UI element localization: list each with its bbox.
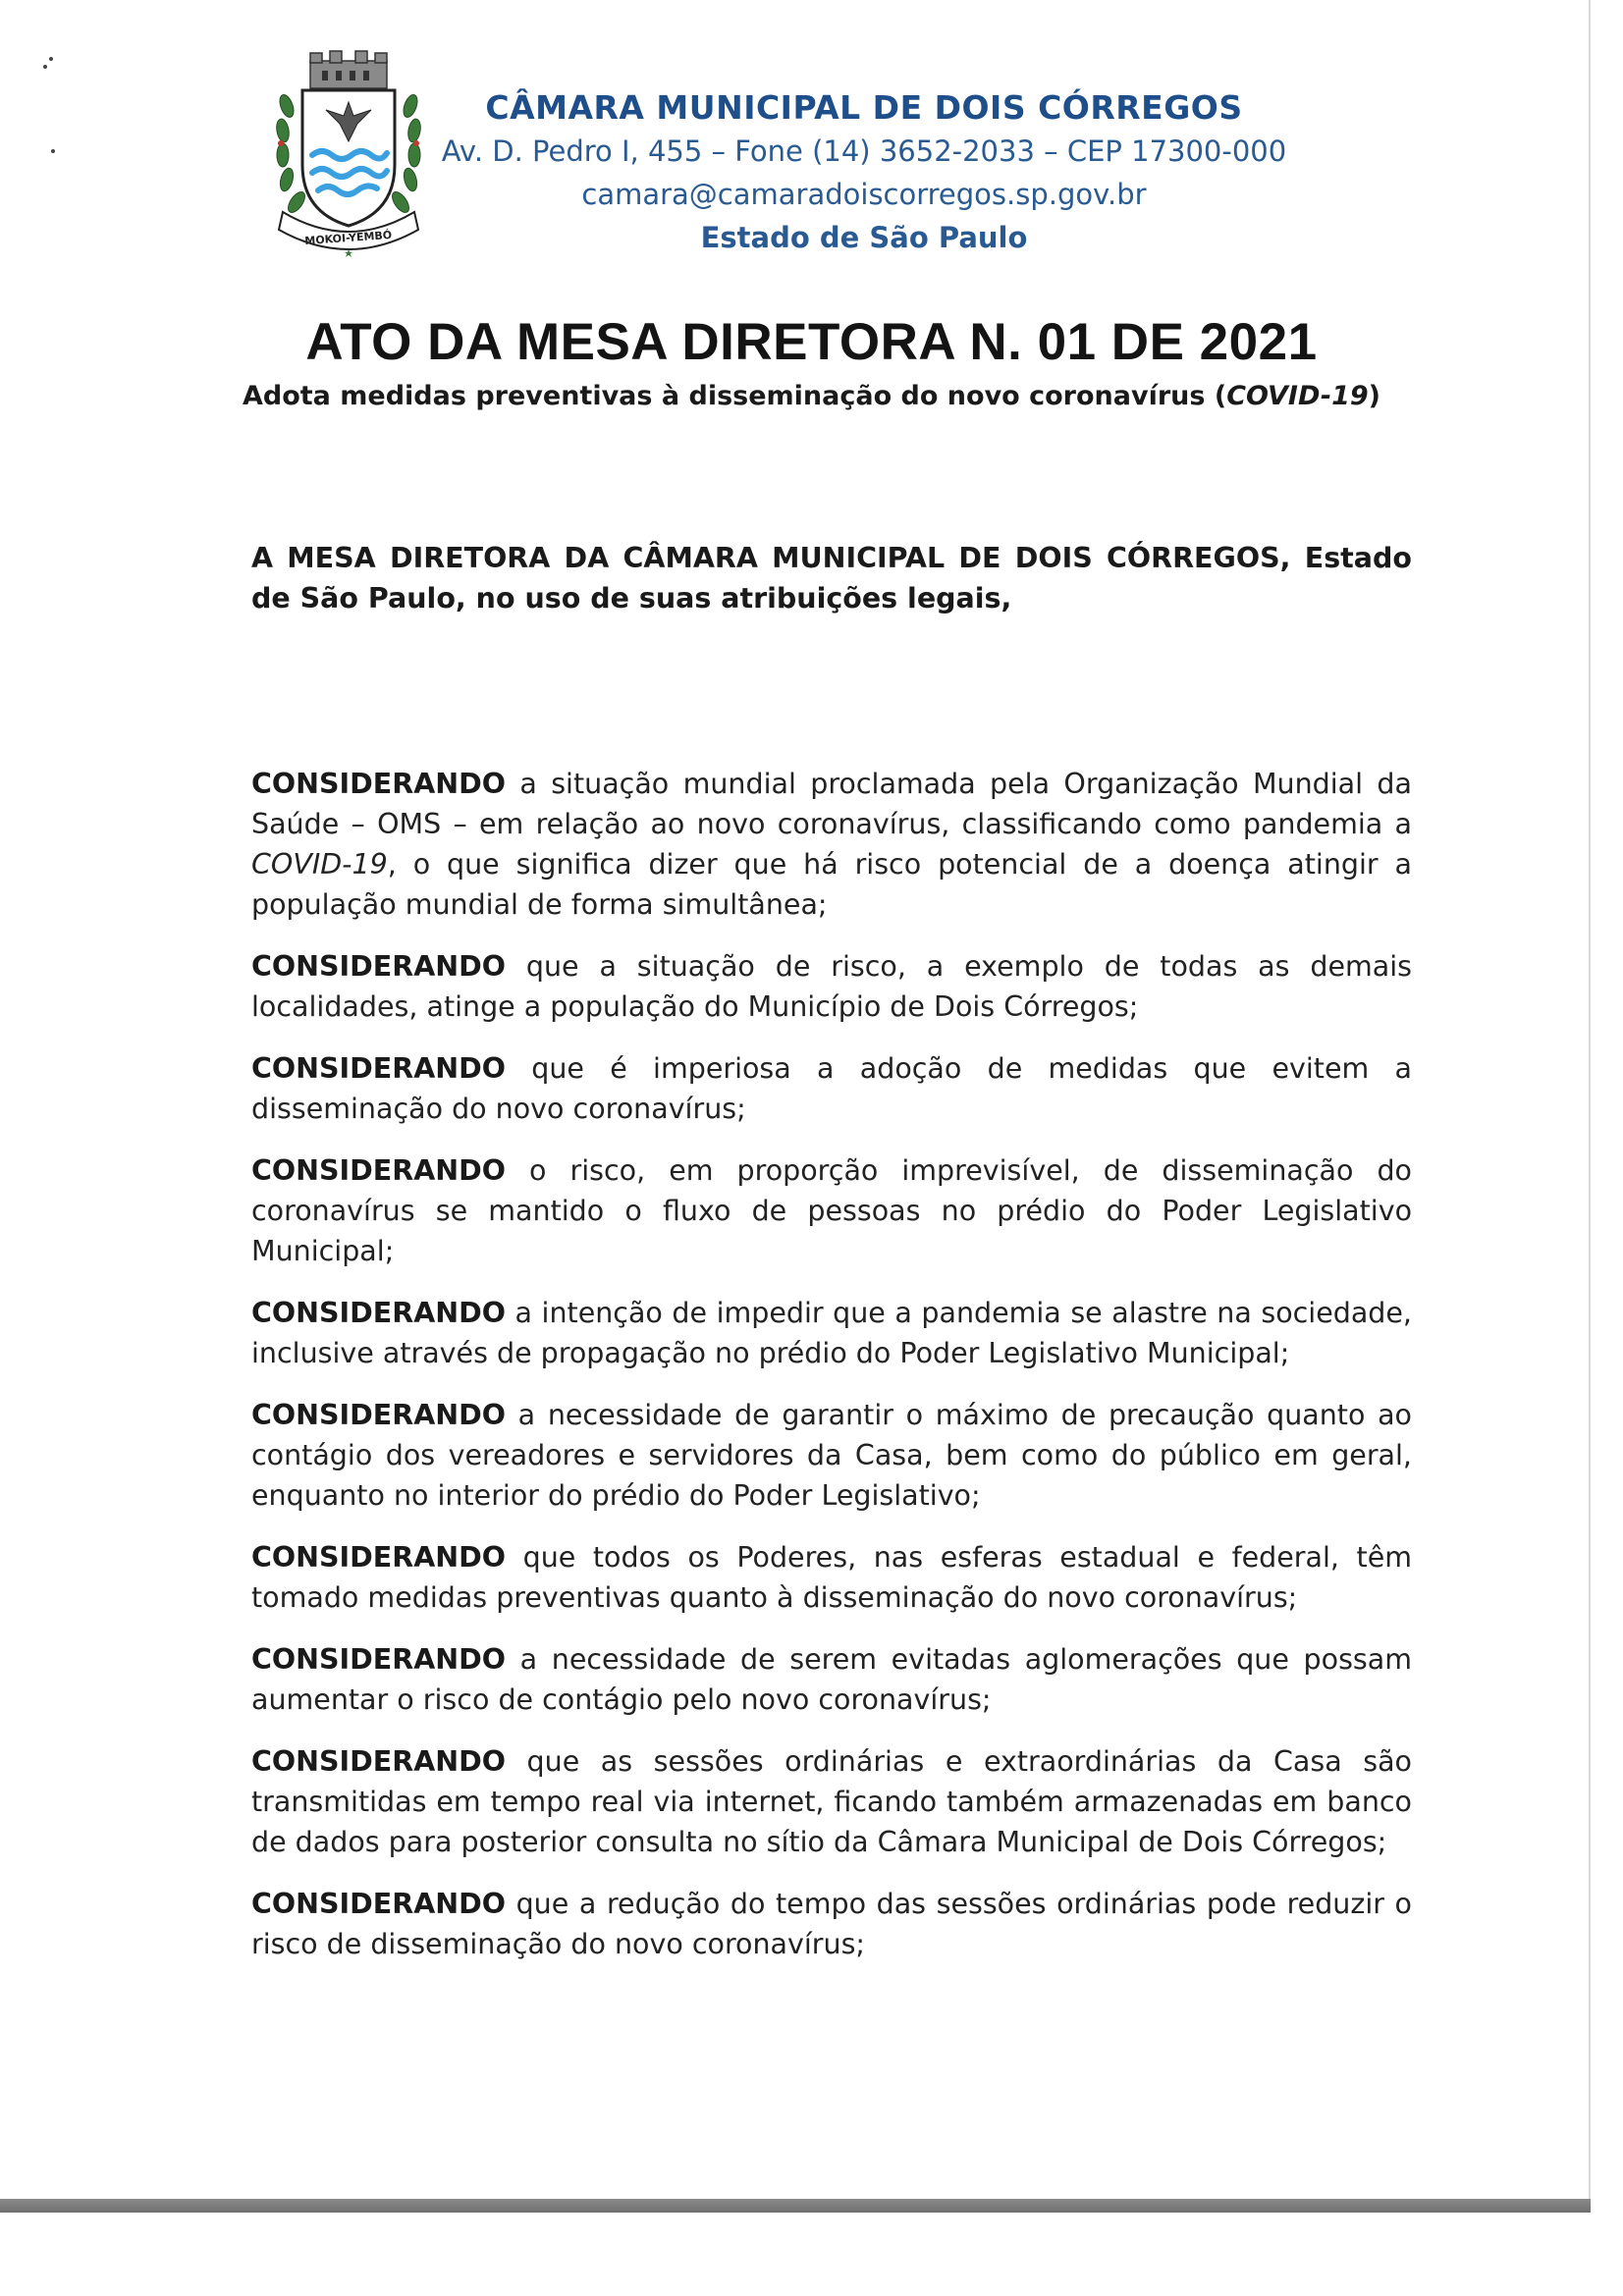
considerando-text-continued: , o que significa dizer que há risco potencial de a doença atingir a população mundial de forma simultânea; [251,848,1412,921]
considerando-keyword: CONSIDERANDO [251,950,506,983]
considerando-paragraph [251,1537,1412,1618]
institution-email: camara@camaradoiscorregos.sp.gov.br [581,178,1147,211]
letterhead [422,86,1306,259]
considerando-keyword: CONSIDERANDO [251,1399,506,1431]
scan-speck [51,149,55,153]
considerando-text: a necessidade de serem evitadas aglomerações que possam aumentar o risco de contágio pelo novo coronavírus; [251,1643,1412,1716]
institution-address: Av. D. Pedro I, 455 – Fone (14) 3652-2033 – CEP 17300-000 [441,134,1287,168]
considerando-paragraph [251,1395,1412,1516]
considerando-keyword: CONSIDERANDO [251,1745,506,1778]
coat-of-arms-logo [275,47,422,263]
institution-state: Estado de São Paulo [700,221,1028,254]
considerando-text: a situação mundial proclamada pela Organização Mundial da Saúde – OMS – em relação ao novo coronavírus, classificando como pandemia a [251,768,1412,840]
coat-of-arms-icon [275,47,422,263]
crest-motto: MOKOI-YEMBÓ [303,228,393,248]
considerando-text: que as sessões ordinárias e extraordinárias da Casa são transmitidas em tempo real via internet, ficando também armazenadas em banco de dados para posterior consulta no sítio da Câmara Municipal de Dois Córregos; [251,1745,1412,1858]
considerando-text: o risco, em proporção imprevisível, de disseminação do coronavírus se mantido o fluxo de pessoas no prédio do Poder Legislativo Municipal; [251,1154,1412,1267]
considerando-italic: COVID-19 [251,848,388,881]
considerando-keyword: CONSIDERANDO [251,1154,506,1187]
considerandos-list [251,764,1412,1986]
considerando-keyword: CONSIDERANDO [251,1888,506,1920]
act-title: ATO DA MESA DIRETORA N. 01 DE 2021 [305,313,1318,371]
considerando-text: a necessidade de garantir o máximo de precaução quanto ao contágio dos vereadores e servidores da Casa, bem como do público em geral, enquanto no interior do prédio do Poder Legislativo; [251,1399,1412,1512]
considerando-keyword: CONSIDERANDO [251,1643,506,1676]
considerando-paragraph [251,1639,1412,1720]
considerando-text: que a redução do tempo das sessões ordinárias pode reduzir o risco de disseminação do novo coronavírus; [251,1888,1412,1960]
considerando-text: a intenção de impedir que a pandemia se alastre na sociedade, inclusive através de propagação no prédio do Poder Legislativo Municipal; [251,1297,1412,1369]
considerando-paragraph [251,1884,1412,1964]
considerando-paragraph [251,764,1412,925]
considerando-keyword: CONSIDERANDO [251,768,506,800]
considerando-paragraph [251,1150,1412,1271]
act-subtitle [0,381,1623,411]
act-subtitle-close: ) [1368,381,1380,411]
institution-name: CÂMARA MUNICIPAL DE DOIS CÓRREGOS [485,88,1243,127]
considerando-keyword: CONSIDERANDO [251,1541,506,1574]
considerando-text: que é imperiosa a adoção de medidas que evitem a disseminação do novo coronavírus; [251,1052,1412,1125]
considerando-paragraph [251,1293,1412,1373]
act-subtitle-italic: COVID-19 [1226,381,1369,411]
considerando-text: que a situação de risco, a exemplo de todas as demais localidades, atinge a população do Município de Dois Córregos; [251,950,1412,1023]
scan-speck [43,65,47,69]
considerando-keyword: CONSIDERANDO [251,1297,506,1329]
scan-speck [49,57,53,61]
considerando-paragraph [251,1048,1412,1129]
intro-paragraph: A MESA DIRETORA DA CÂMARA MUNICIPAL DE DOIS CÓRREGOS, Estado de São Paulo, no uso de suas atribuições legais, [251,542,1412,614]
considerando-paragraph [251,946,1412,1027]
considerando-keyword: CONSIDERANDO [251,1052,506,1085]
considerando-text: que todos os Poderes, nas esferas estadual e federal, têm tomado medidas preventivas quanto à disseminação do novo coronavírus; [251,1541,1412,1614]
act-subtitle-text: Adota medidas preventivas à disseminação do novo coronavírus ( [242,381,1227,411]
scan-shadow [0,2199,1591,2213]
considerando-paragraph [251,1741,1412,1862]
